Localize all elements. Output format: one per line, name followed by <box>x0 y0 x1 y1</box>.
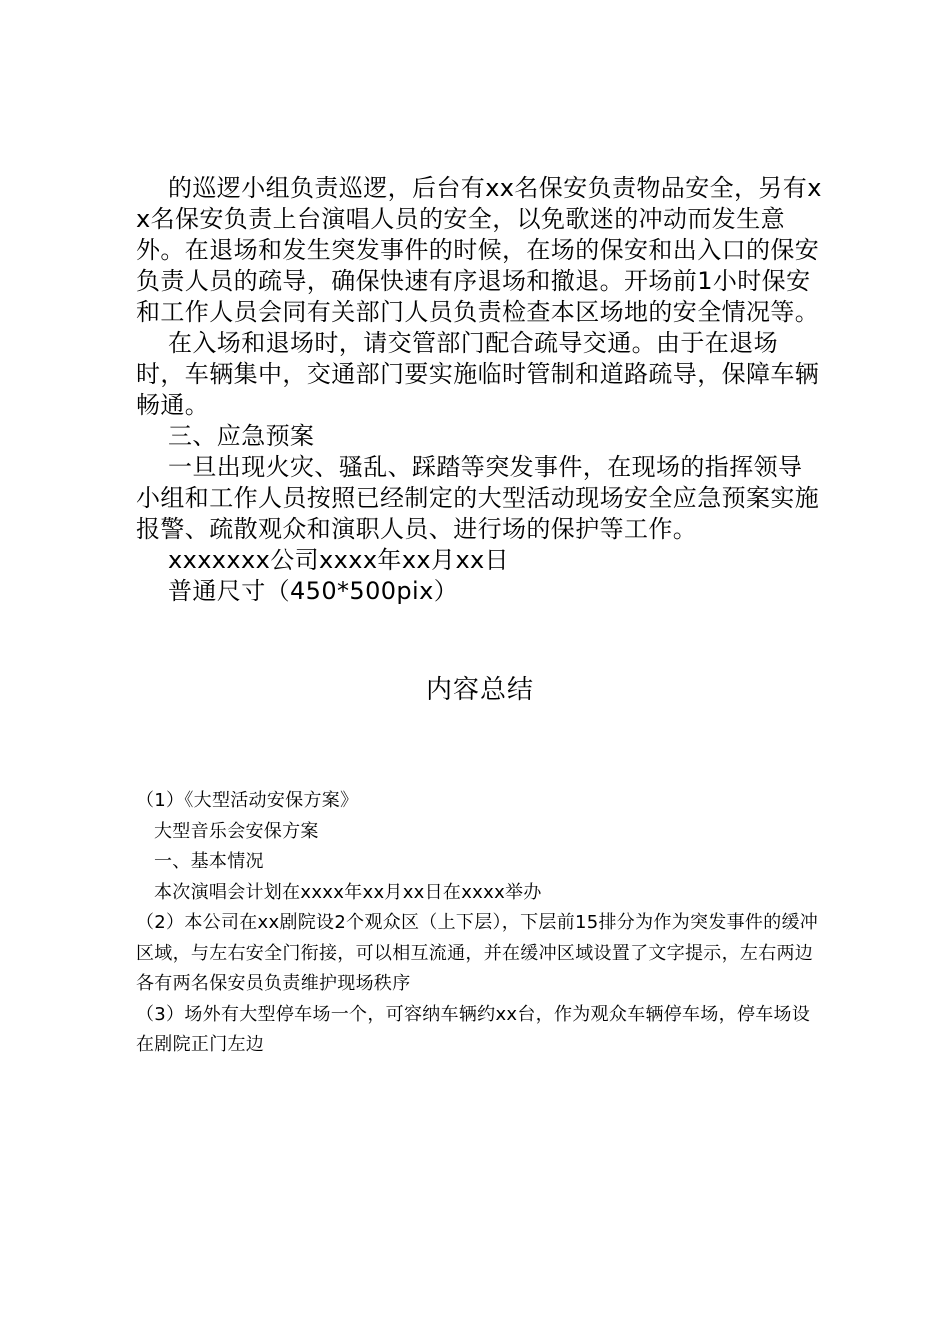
summary-subtitle: 大型音乐会安保方案 <box>154 820 319 842</box>
paragraph-emergency: 一旦出现火灾、骚乱、踩踏等突发事件，在现场的指挥领导小组和工作人员按照已经制定的大型活动现场安全应急预案实施报警、疏散观众和演职人员、进行场的保护等工作。 <box>136 453 820 543</box>
summary-item-2: （2）本公司在xx剧院设2个观众区（上下层），下层前15排分为作为突发事件的缓冲区域，与左右安全门衔接，可以相互流通，并在缓冲区域设置了文字提示，左右两边各有两名保安员负责维护现场秩序 <box>136 912 819 994</box>
summary-event-plan: 本次演唱会计划在xxxx年xx月xx日在xxxx举办 <box>154 881 542 903</box>
summary-item-3: （3）场外有大型停车场一个，可容纳车辆约xx台，作为观众车辆停车场，停车场设在剧院正门左边 <box>136 1003 811 1055</box>
size-note: 普通尺寸（450*500pix） <box>168 577 459 605</box>
paragraph-traffic: 在入场和退场时，请交管部门配合疏导交通。由于在退场时，车辆集中，交通部门要实施临时管制和道路疏导，保障车辆畅通。 <box>136 329 820 419</box>
summary-item-1: （1）《大型活动安保方案》 <box>136 790 359 811</box>
heading-emergency-plan: 三、应急预案 <box>168 422 315 450</box>
summary-section <box>136 786 826 1061</box>
company-date-line: xxxxxxx公司xxxx年xx月xx日 <box>168 546 510 574</box>
body-text-section <box>136 173 826 607</box>
paragraph-patrol-security: 的巡逻小组负责巡逻，后台有xx名保安负责物品安全，另有xx名保安负责上台演唱人员的安全，以免歌迷的冲动而发生意外。在退场和发生突发事件的时候，在场的保安和出入口的保安负责人员的疏导，确保快速有序退场和撤退。开场前1小时保安和工作人员会同有关部门人员负责检查本区场地的安全情况等。 <box>136 174 822 326</box>
summary-title: 内容总结 <box>425 675 534 705</box>
summary-heading-basic: 一、基本情况 <box>154 851 264 872</box>
